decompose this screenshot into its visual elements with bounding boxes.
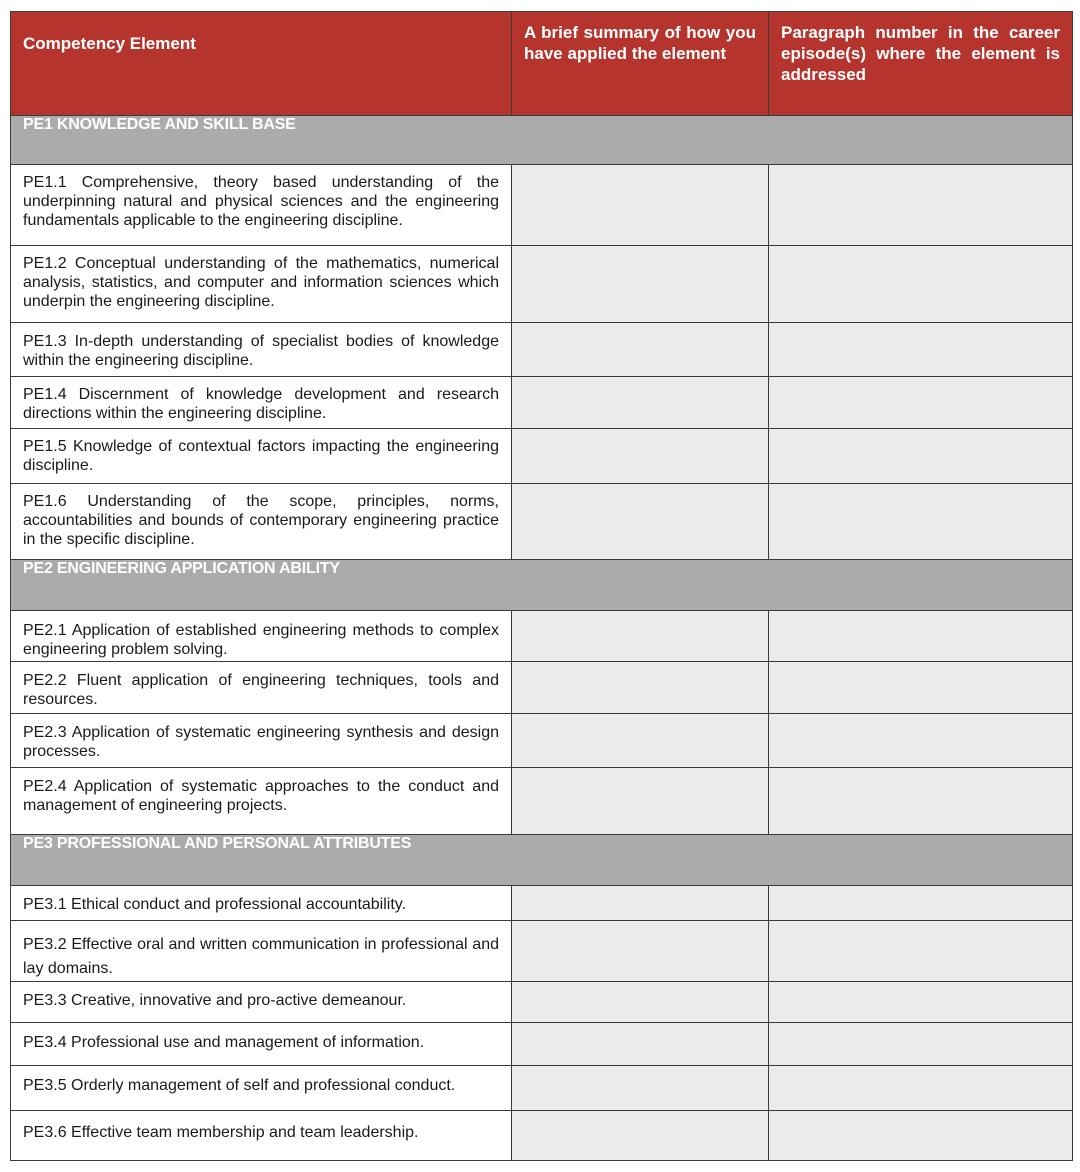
element-cell: PE3.2 Effective oral and written communication in professional and lay domains. — [11, 921, 512, 982]
section-title-pe1 — [11, 116, 1073, 165]
competency-table — [10, 11, 1073, 1161]
table-row — [11, 611, 1073, 662]
element-cell: PE2.2 Fluent application of engineering techniques, tools and resources. — [11, 662, 512, 714]
header-competency-element: Competency Element — [11, 12, 512, 116]
summary-input-cell[interactable] — [512, 429, 769, 484]
summary-input-cell[interactable] — [512, 886, 769, 921]
element-cell: PE2.4 Application of systematic approaches to the conduct and management of engineering projects. — [11, 768, 512, 835]
summary-input-cell[interactable] — [512, 323, 769, 377]
paragraph-input-cell[interactable] — [769, 484, 1073, 560]
section-label: PE1 KNOWLEDGE AND SKILL BASE — [23, 116, 296, 133]
table-row — [11, 377, 1073, 429]
summary-input-cell[interactable] — [512, 921, 769, 982]
paragraph-input-cell[interactable] — [769, 662, 1073, 714]
paragraph-input-cell[interactable] — [769, 714, 1073, 768]
table-row — [11, 246, 1073, 323]
section-label: PE2 ENGINEERING APPLICATION ABILITY — [23, 560, 340, 577]
summary-input-cell[interactable] — [512, 611, 769, 662]
paragraph-input-cell[interactable] — [769, 921, 1073, 982]
paragraph-input-cell[interactable] — [769, 1023, 1073, 1066]
summary-input-cell[interactable] — [512, 377, 769, 429]
paragraph-input-cell[interactable] — [769, 982, 1073, 1023]
summary-input-cell[interactable] — [512, 165, 769, 246]
summary-input-cell[interactable] — [512, 714, 769, 768]
element-cell: PE1.2 Conceptual understanding of the mathematics, numerical analysis, statistics, and computer and information sciences which underpin the engineering discipline. — [11, 246, 512, 323]
element-cell: PE3.1 Ethical conduct and professional accountability. — [11, 886, 512, 921]
element-cell: PE3.3 Creative, innovative and pro-active demeanour. — [11, 982, 512, 1023]
table-row — [11, 886, 1073, 921]
summary-input-cell[interactable] — [512, 1023, 769, 1066]
table-row — [11, 1111, 1073, 1161]
paragraph-input-cell[interactable] — [769, 1066, 1073, 1111]
summary-input-cell[interactable] — [512, 662, 769, 714]
paragraph-input-cell[interactable] — [769, 1111, 1073, 1161]
element-cell: PE3.4 Professional use and management of information. — [11, 1023, 512, 1066]
element-cell: PE1.1 Comprehensive, theory based understanding of the underpinning natural and physical sciences and the engineering fundamentals applicable to the engineering discipline. — [11, 165, 512, 246]
element-cell: PE1.3 In-depth understanding of specialist bodies of knowledge within the engineering discipline. — [11, 323, 512, 377]
paragraph-input-cell[interactable] — [769, 165, 1073, 246]
section-row-pe2 — [11, 560, 1073, 611]
section-row-pe3 — [11, 835, 1073, 886]
section-title-pe2 — [11, 560, 1073, 611]
paragraph-input-cell[interactable] — [769, 611, 1073, 662]
table-row — [11, 165, 1073, 246]
summary-input-cell[interactable] — [512, 1066, 769, 1111]
element-cell: PE3.5 Orderly management of self and professional conduct. — [11, 1066, 512, 1111]
element-cell: PE1.4 Discernment of knowledge development and research directions within the engineering discipline. — [11, 377, 512, 429]
section-row-pe1 — [11, 116, 1073, 165]
paragraph-input-cell[interactable] — [769, 323, 1073, 377]
table-row — [11, 714, 1073, 768]
section-label: PE3 PROFESSIONAL AND PERSONAL ATTRIBUTES — [23, 835, 412, 852]
paragraph-input-cell[interactable] — [769, 377, 1073, 429]
element-cell: PE3.6 Effective team membership and team leadership. — [11, 1111, 512, 1161]
header-paragraph-number: Paragraph number in the career episode(s) where the element is addressed — [769, 12, 1073, 116]
header-row — [11, 12, 1073, 116]
table-row — [11, 1023, 1073, 1066]
element-cell: PE2.3 Application of systematic engineering synthesis and design processes. — [11, 714, 512, 768]
table-row — [11, 982, 1073, 1023]
paragraph-input-cell[interactable] — [769, 429, 1073, 484]
table-row — [11, 662, 1073, 714]
element-cell: PE1.5 Knowledge of contextual factors impacting the engineering discipline. — [11, 429, 512, 484]
table-row — [11, 484, 1073, 560]
paragraph-input-cell[interactable] — [769, 886, 1073, 921]
table-row — [11, 429, 1073, 484]
header-summary: A brief summary of how you have applied the element — [512, 12, 769, 116]
table-row — [11, 1066, 1073, 1111]
summary-input-cell[interactable] — [512, 1111, 769, 1161]
summary-input-cell[interactable] — [512, 246, 769, 323]
section-title-pe3 — [11, 835, 1073, 886]
table-row — [11, 323, 1073, 377]
table-row — [11, 768, 1073, 835]
paragraph-input-cell[interactable] — [769, 246, 1073, 323]
element-cell: PE1.6 Understanding of the scope, principles, norms, accountabilities and bounds of contemporary engineering practice in the specific discipline. — [11, 484, 512, 560]
paragraph-input-cell[interactable] — [769, 768, 1073, 835]
table-row — [11, 921, 1073, 982]
summary-input-cell[interactable] — [512, 982, 769, 1023]
summary-input-cell[interactable] — [512, 768, 769, 835]
element-cell: PE2.1 Application of established engineering methods to complex engineering problem solving. — [11, 611, 512, 662]
summary-input-cell[interactable] — [512, 484, 769, 560]
